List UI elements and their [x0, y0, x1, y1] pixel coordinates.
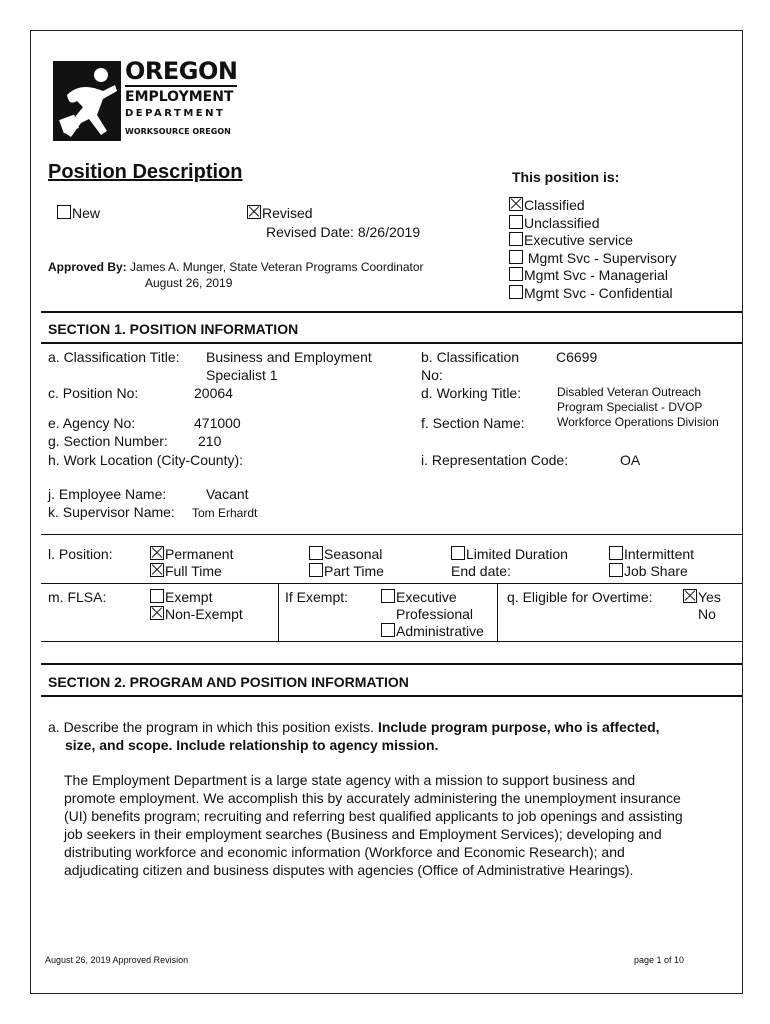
position-col-1: [150, 546, 233, 580]
exempt-type-options: [381, 589, 484, 640]
if-exempt-label: If Exempt:: [285, 589, 349, 605]
section-number-value: 210: [198, 433, 222, 449]
body-line: The Employment Department is a large state agency with a mission to support business and: [64, 772, 636, 788]
document-page: [30, 30, 743, 994]
section-name-label: f. Section Name:: [421, 415, 525, 431]
section-name-value: Workforce Operations Division: [557, 415, 719, 429]
new-option[interactable]: New: [57, 205, 100, 221]
position-no-value: 20064: [194, 385, 233, 401]
body-line: job seekers in their employment searches (Business and Employment Services); developing and: [64, 826, 662, 842]
body-line: adjudicating citizen and business disputes with agencies (Office of Administrative Hearings).: [64, 862, 634, 878]
section1-top-rule: [41, 311, 742, 313]
end-date-label: End date:: [451, 563, 511, 579]
executive-option[interactable]: Executive: [381, 589, 484, 606]
body-line: distributing workforce and economic information (Workforce and Economic Research); and: [64, 844, 625, 860]
position-type-classified[interactable]: Classified: [509, 197, 676, 215]
section2-title-rule: [41, 695, 742, 697]
position-type-confidential[interactable]: Mgmt Svc - Confidential: [509, 285, 676, 303]
logo-line-4: WORKSOURCE OREGON: [125, 127, 231, 136]
classification-title-label: a. Classification Title:: [48, 349, 180, 365]
position-no-label: c. Position No:: [48, 385, 139, 401]
logo-line-1: OREGON: [125, 57, 238, 85]
approved-date: August 26, 2019: [145, 276, 233, 290]
footer-page-number: page 1 of 10: [634, 955, 685, 965]
supervisor-name-label: k. Supervisor Name:: [48, 504, 175, 520]
position-col-2: [309, 546, 384, 580]
overtime-yes-option[interactable]: Yes: [683, 589, 721, 606]
working-title-label: d. Working Title:: [421, 385, 522, 401]
agency-no-value: 471000: [194, 415, 241, 431]
employee-name-value: Vacant: [206, 486, 249, 502]
position-row-top-rule: [41, 534, 742, 535]
position-label: l. Position:: [48, 546, 113, 562]
flsa-row-bottom-rule: [41, 641, 742, 642]
classification-title-value: Business and Employment: [206, 349, 372, 365]
overtime-options: [683, 589, 721, 623]
agency-no-label: e. Agency No:: [48, 415, 136, 431]
oregon-employment-logo: [53, 57, 243, 149]
position-type-unclassified[interactable]: Unclassified: [509, 215, 676, 233]
representation-code-label: i. Representation Code:: [421, 452, 569, 468]
section-number-label: g. Section Number:: [48, 433, 168, 449]
page-title: Position Description: [48, 161, 243, 183]
flsa-options: [150, 589, 243, 623]
position-col-4: [609, 546, 694, 580]
flsa-row-top-rule: [41, 583, 742, 584]
new-checkbox[interactable]: [57, 205, 71, 219]
logo-line-3: DEPARTMENT: [125, 108, 226, 119]
permanent-option[interactable]: Permanent: [150, 546, 233, 563]
runner-logo-icon: [53, 61, 123, 145]
job-share-option[interactable]: Job Share: [609, 563, 694, 580]
flsa-label: m. FLSA:: [48, 589, 107, 605]
employee-name-label: j. Employee Name:: [48, 486, 167, 502]
representation-code-value: OA: [620, 452, 641, 468]
work-location-label: h. Work Location (City-County):: [48, 452, 244, 468]
full-time-option[interactable]: Full Time: [150, 563, 233, 580]
section2-question: a. Describe the program in which this position exists. Include program purpose, who is affected,: [48, 719, 660, 735]
working-title-value-2: Program Specialist - DVOP: [557, 400, 703, 414]
classification-no-value: C6699: [556, 349, 598, 365]
professional-label: Professional: [396, 606, 474, 622]
position-col-3: [451, 546, 568, 580]
footer-left: August 26, 2019 Approved Revision: [45, 955, 189, 965]
position-is-label: This position is:: [512, 169, 620, 185]
revised-checkbox[interactable]: [247, 205, 261, 219]
section1-title-rule: [41, 342, 742, 344]
classification-no-label-2: No:: [421, 367, 443, 383]
part-time-option[interactable]: Part Time: [309, 563, 384, 580]
seasonal-option[interactable]: Seasonal: [309, 546, 384, 563]
section1-title: SECTION 1. POSITION INFORMATION: [48, 321, 299, 337]
approved-by: Approved By: James A. Munger, State Veteran Programs Coordinator: [48, 260, 424, 274]
administrative-option[interactable]: Administrative: [381, 623, 484, 640]
exempt-option[interactable]: Exempt: [150, 589, 243, 606]
intermittent-option[interactable]: Intermittent: [609, 546, 694, 563]
working-title-value: Disabled Veteran Outreach: [557, 385, 702, 399]
classification-no-label: b. Classification: [421, 349, 520, 365]
revised-date: Revised Date: 8/26/2019: [266, 224, 421, 240]
supervisor-name-value: Tom Erhardt: [192, 506, 258, 520]
logo-line-2: EMPLOYMENT: [125, 89, 234, 105]
position-type-list: [509, 197, 676, 302]
position-type-executive[interactable]: Executive service: [509, 232, 676, 250]
section2-question-2: size, and scope. Include relationship to agency mission.: [65, 737, 439, 753]
revised-option[interactable]: Revised: [247, 205, 313, 221]
position-type-supervisory[interactable]: Mgmt Svc - Supervisory: [509, 250, 676, 268]
section2-body: [64, 771, 683, 879]
body-line: promote employment. We accomplish this by accurately administering the unemployment insurance: [64, 790, 681, 806]
section2-title: SECTION 2. PROGRAM AND POSITION INFORMATION: [48, 674, 409, 690]
body-line: (UI) benefits program; recruiting and referring best qualified applicants to job openings and assisting: [64, 808, 683, 824]
limited-duration-option[interactable]: Limited Duration: [451, 546, 568, 563]
overtime-label: q. Eligible for Overtime:: [507, 589, 653, 605]
section2-top-rule: [41, 663, 742, 665]
classification-title-value-2: Specialist 1: [206, 367, 278, 383]
overtime-no-label: No: [698, 606, 716, 622]
non-exempt-option[interactable]: Non-Exempt: [150, 606, 243, 623]
position-type-managerial[interactable]: Mgmt Svc - Managerial: [509, 267, 676, 285]
